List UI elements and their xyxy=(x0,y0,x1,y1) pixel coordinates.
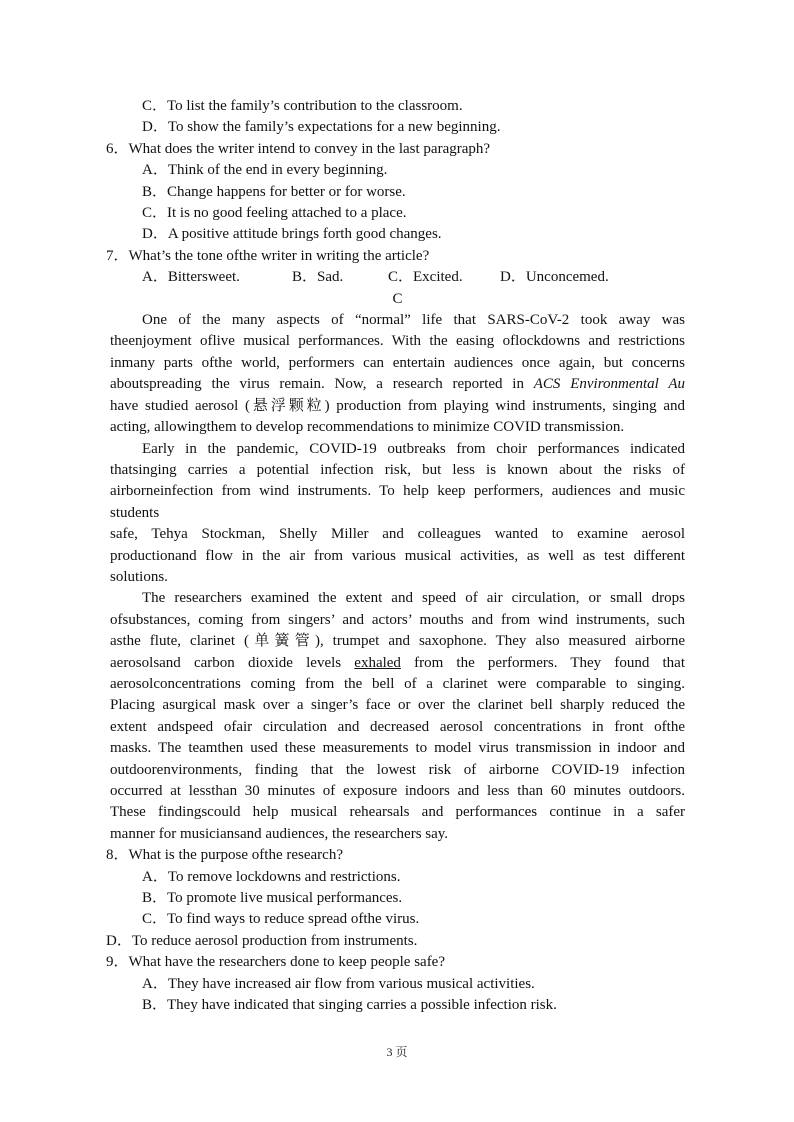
q6-option-a: A．Think of the end in every beginning. xyxy=(142,162,388,179)
q6-option-b: B．Change happens for better or for worse. xyxy=(142,183,406,200)
p3-line-2: ofsubstances, coming from singers’ and actors’ mouths and from wind instruments, such xyxy=(110,611,685,628)
p3-line-3: asthe flute, clarinet (单簧管), trumpet and saxophone. They also measured airborne xyxy=(110,633,685,650)
q6-option-c: C．It is no good feeling attached to a place. xyxy=(142,205,407,222)
q6-question: 6．What does the writer intend to convey in the last paragraph? xyxy=(106,140,491,157)
p2-line-4: students xyxy=(110,504,160,521)
q5-option-c: C．To list the family’s contribution to the classroom. xyxy=(142,98,463,114)
underlined-word: exhaled xyxy=(354,654,401,671)
p3-line-4 xyxy=(110,653,685,674)
p2-line-5: safe, Tehya Stockman, Shelly Miller and colleagues wanted to examine aerosol xyxy=(110,526,685,543)
p2-line-3: airborneinfection from wind instruments. To help keep performers, audiences and music xyxy=(110,483,685,500)
q8-question: 8．What is the purpose ofthe research? xyxy=(106,847,343,864)
p3-line-12: manner for musiciansand audiences, the researchers say. xyxy=(110,825,449,842)
q7-option-d: D．Unconcemed. xyxy=(500,269,609,286)
p3-line-4-pre: aerosolsand carbon dioxide levels xyxy=(110,654,355,671)
p1-line-1: One of the many aspects of “normal” life that SARS-CoV-2 took away was xyxy=(142,312,685,329)
p3-line-5: aerosolconcentrations coming from the bell of a clarinet were comparable to singing. xyxy=(110,675,685,692)
p3-line-10: occurred at lessthan 30 minutes of exposure indoors and less than 60 minutes outdoors. xyxy=(110,783,685,799)
q8-option-a: A．To remove lockdowns and restrictions. xyxy=(142,868,401,885)
q8-option-d: D．To reduce aerosol production from instruments. xyxy=(106,932,418,949)
p3-line-9: outdoorenvironments, finding that the lowest risk of airborne COVID-19 infection xyxy=(110,761,685,778)
p1-line-4-text: aboutspreading the virus remain. Now, a research reported in xyxy=(110,376,534,393)
q7-option-b: B．Sad. xyxy=(292,269,344,286)
q5-option-d: D．To show the family’s expectations for a new beginning. xyxy=(142,119,501,136)
q8-option-c: C．To find ways to reduce spread ofthe virus. xyxy=(142,911,420,928)
page-content xyxy=(106,96,685,1016)
q8-option-b: B．To promote live musical performances. xyxy=(142,890,403,907)
p1-line-5: have studied aerosol (悬浮颗粒) production from playing wind instruments, singing and xyxy=(110,397,685,414)
p3-line-7: extent andspeed ofair circulation and decreased aerosol concentrations in front ofthe xyxy=(110,718,685,735)
p3-line-11: These findingscould help musical rehearsals and performances continue in a safer xyxy=(110,804,685,821)
p2-line-2: thatsinging carries a potential infection risk, but less is known about the risks of xyxy=(110,461,685,478)
page-number: 3 页 xyxy=(386,1045,408,1059)
q6-option-d: D．A positive attitude brings forth good changes. xyxy=(142,226,442,243)
p3-line-8: masks. The teamthen used these measurements to model virus transmission in indoor and xyxy=(110,740,685,757)
passage-paragraph-1 xyxy=(110,310,685,438)
passage-letter: C xyxy=(392,290,403,307)
p1-line-3: inmany parts ofthe world, performers can entertain audiences once again, but concerns xyxy=(110,354,685,371)
q7-options-row xyxy=(110,267,685,288)
p1-line-2: theenjoyment oflive musical performances. With the easing oflockdowns and restrictions xyxy=(110,333,685,350)
p3-line-6: Placing asurgical mask over a singer’s face or over the clarinet bell sharply reduced the xyxy=(110,697,685,714)
q9-question: 9．What have the researchers done to keep people safe? xyxy=(106,954,446,971)
passage-paragraph-2 xyxy=(110,439,685,589)
p3-line-4-post: from the performers. They found that xyxy=(400,654,685,671)
journal-name: ACS Environmental Au xyxy=(533,376,685,393)
p3-line-1: The researchers examined the extent and speed of air circulation, or small drops xyxy=(142,590,685,607)
passage-paragraph-3 xyxy=(110,588,685,845)
q7-question: 7．What’s the tone ofthe writer in writing the article? xyxy=(106,247,430,264)
q9-option-a: A．They have increased air flow from various musical activities. xyxy=(142,975,535,992)
q7-option-a: A．Bittersweet. xyxy=(142,269,240,286)
p2-line-1: Early in the pandemic, COVID-19 outbreaks from choir performances indicated xyxy=(142,440,685,457)
p1-line-6: acting, allowingthem to develop recommendations to minimize COVID transmission. xyxy=(110,419,625,436)
p1-line-4 xyxy=(110,374,685,395)
p2-line-6: productionand flow in the air from various musical activities, as well as test different xyxy=(110,547,685,564)
p2-line-7: solutions. xyxy=(110,568,168,585)
q9-option-b: B．They have indicated that singing carries a possible infection risk. xyxy=(142,997,557,1014)
q7-option-c: C．Excited. xyxy=(388,269,463,286)
